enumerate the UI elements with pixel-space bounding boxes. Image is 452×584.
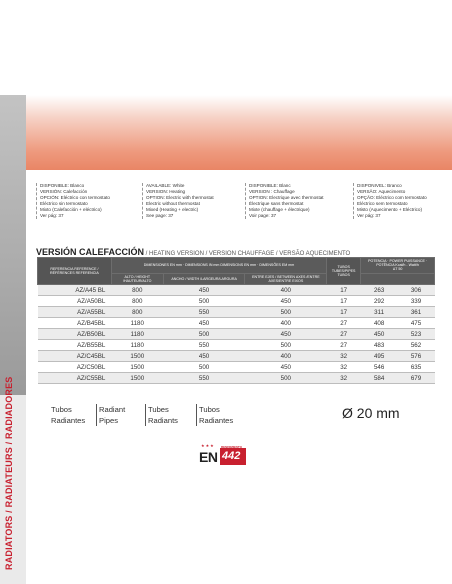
- cell-watt: 679: [398, 373, 435, 384]
- cell-tubes: 32: [327, 373, 361, 384]
- info-line: AVAILABLE: White: [146, 183, 185, 188]
- info-line: Mixte (chauffage + électrique): [249, 207, 310, 212]
- info-line: Électrique sans thermostat: [249, 201, 304, 206]
- table-row: [38, 351, 435, 362]
- cell-tubes: 17: [327, 285, 361, 296]
- tubes-label-es: [51, 404, 85, 426]
- table-row: [38, 285, 435, 296]
- side-category-label: RADIATORS / RADIATEURS / RADIADORES: [4, 376, 14, 570]
- info-line: DISPONIBLE: Blanc: [249, 183, 291, 188]
- cell-kcal: 263: [361, 285, 398, 296]
- header-power: [361, 258, 435, 274]
- header-gradient-band: [0, 95, 452, 170]
- tube-diameter: Ø 20 mm: [342, 405, 400, 421]
- header-tubes: TUBOS TUBES/PIPES TUBOS: [327, 258, 361, 285]
- cell-kcal: 408: [361, 318, 398, 329]
- info-line: DISPONIVEL: Branco: [357, 183, 402, 188]
- en-logo-small: RENDIMIENTO: [221, 445, 242, 449]
- en-logo-number: 442: [222, 450, 241, 462]
- radiator-spec-table: [37, 257, 435, 384]
- header-delta-t: ΔT 50: [392, 267, 403, 272]
- cell-ref: AZ/B45BL: [38, 318, 112, 329]
- table-row: [38, 296, 435, 307]
- header-height: ALTO / HEIGHT /HAUTEUR/ALTO: [111, 273, 163, 284]
- info-column-fr: [249, 183, 349, 219]
- cell-watt: 576: [398, 351, 435, 362]
- page-top: [0, 0, 452, 95]
- cell-ref: AZ/A45 BL: [38, 285, 112, 296]
- info-line: Misto (Aquecimento + Eléctrico): [357, 207, 422, 212]
- tubes-label-line: Radiant: [99, 405, 126, 414]
- column-divider: [36, 183, 37, 219]
- cell-kcal: 495: [361, 351, 398, 362]
- cell-tubes: 27: [327, 329, 361, 340]
- cell-tubes: 17: [327, 307, 361, 318]
- cell-axis: 400: [245, 351, 327, 362]
- stars-icon: ★★★: [201, 443, 215, 448]
- cell-width: 500: [163, 296, 245, 307]
- cell-height: 1500: [111, 373, 163, 384]
- section-title-main: VERSIÓN CALEFACCIÓN: [36, 247, 145, 257]
- column-divider: [245, 183, 246, 219]
- cell-ref: AZ/C50BL: [38, 362, 112, 373]
- info-line: See page: 37: [146, 213, 174, 218]
- info-line: Mixed (Heating + electric): [146, 207, 199, 212]
- cell-axis: 500: [245, 340, 327, 351]
- cell-watt: 635: [398, 362, 435, 373]
- cell-height: 1180: [111, 318, 163, 329]
- cell-watt: 523: [398, 329, 435, 340]
- column-divider: [142, 183, 143, 219]
- cell-width: 500: [163, 329, 245, 340]
- tubes-label-en: [99, 404, 125, 426]
- cell-ref: AZ/B55BL: [38, 340, 112, 351]
- header-dimensions: DIMENSIONES EN mm · DIMENSIONS IN mm DIMENSIONS EN mm · DIMENSÕES EM mm: [111, 258, 326, 274]
- cell-height: 800: [111, 296, 163, 307]
- table-row: [38, 373, 435, 384]
- cell-axis: 400: [245, 318, 327, 329]
- tubes-label-line: Tubes: [148, 405, 169, 414]
- table-row: [38, 318, 435, 329]
- en-442-logo: [199, 444, 245, 468]
- cell-height: 1180: [111, 340, 163, 351]
- cell-axis: 500: [245, 373, 327, 384]
- cell-width: 450: [163, 285, 245, 296]
- info-line: VERSIÓN: Calefacción: [40, 189, 88, 194]
- cell-ref: AZ/C55BL: [38, 373, 112, 384]
- cell-ref: AZ/A50BL: [38, 296, 112, 307]
- info-line: VERSION : Chauffage: [249, 189, 295, 194]
- cell-tubes: 32: [327, 351, 361, 362]
- cell-height: 1500: [111, 362, 163, 373]
- tubes-label-line: Pipes: [99, 416, 118, 425]
- cell-height: 800: [111, 285, 163, 296]
- table-row: [38, 329, 435, 340]
- info-line: Mixto (Calefacción + eléctrico): [40, 207, 102, 212]
- cell-height: 800: [111, 307, 163, 318]
- info-line: OPTION: Electric with thermostat: [146, 195, 214, 200]
- cell-width: 550: [163, 307, 245, 318]
- column-divider: [353, 183, 354, 219]
- section-title-translations: / HEATING VERSION / VERSION CHAUFFAGE / VERSÃO AQUECIMENTO: [144, 251, 351, 257]
- cell-axis: 500: [245, 307, 327, 318]
- cell-kcal: 546: [361, 362, 398, 373]
- info-line: Eléctrico sin termostato: [40, 201, 88, 206]
- section-title: [36, 247, 350, 257]
- header-width: ANCHO / WIDTH /LARGEUR/LARGURA: [163, 273, 245, 284]
- cell-watt: 339: [398, 296, 435, 307]
- cell-ref: AZ/B50BL: [38, 329, 112, 340]
- header-reference: REFERENCIA REFERENCE / RÉFÉRENCES REFERENCIA: [38, 258, 112, 285]
- cell-kcal: 292: [361, 296, 398, 307]
- info-line: OPTION: Electrique avec thermostat: [249, 195, 324, 200]
- cell-watt: 475: [398, 318, 435, 329]
- cell-axis: 450: [245, 329, 327, 340]
- tubes-label-fr: [148, 404, 178, 426]
- tubes-divider: [145, 404, 146, 426]
- table-row: [38, 307, 435, 318]
- tubes-divider: [196, 404, 197, 426]
- header-power-label: POTENCIA · POWER PUISSANCE · POTÊNCIA Kcal/h - Watt/h: [368, 259, 428, 268]
- cell-axis: 450: [245, 296, 327, 307]
- tubes-label-pt: [199, 404, 233, 426]
- info-line: DISPONIBLE: Blanco: [40, 183, 85, 188]
- en-logo-prefix: EN: [199, 449, 218, 465]
- info-line: VERSÃO: Aquecimento: [357, 189, 406, 194]
- info-line: OPÇÃO: Eléctrico com termostato: [357, 195, 427, 200]
- cell-axis: 450: [245, 362, 327, 373]
- cell-height: 1500: [111, 351, 163, 362]
- tubes-label-line: Radiants: [148, 416, 178, 425]
- info-line: Voir page: 37: [249, 213, 277, 218]
- cell-watt: 361: [398, 307, 435, 318]
- cell-width: 450: [163, 351, 245, 362]
- tubes-label-line: Radiantes: [51, 416, 86, 425]
- cell-width: 550: [163, 373, 245, 384]
- cell-tubes: 27: [327, 340, 361, 351]
- cell-tubes: 32: [327, 362, 361, 373]
- cell-kcal: 584: [361, 373, 398, 384]
- cell-kcal: 483: [361, 340, 398, 351]
- info-line: OPCIÓN: Eléctrico con termostato: [40, 195, 110, 200]
- header-axis: ENTRE EJES / BETWEEN AXES /ENTRE AXES/ENTRE EIXOS: [245, 273, 327, 284]
- info-line: VERSION: Heating: [146, 189, 186, 194]
- cell-ref: AZ/C45BL: [38, 351, 112, 362]
- header-power-spacer: [361, 273, 435, 284]
- cell-watt: 562: [398, 340, 435, 351]
- cell-axis: 400: [245, 285, 327, 296]
- cell-kcal: 311: [361, 307, 398, 318]
- info-column-en: [146, 183, 246, 219]
- cell-ref: AZ/A55BL: [38, 307, 112, 318]
- cell-width: 550: [163, 340, 245, 351]
- info-line: Electric without thermostat: [146, 201, 200, 206]
- cell-width: 500: [163, 362, 245, 373]
- tubes-divider: [96, 404, 97, 426]
- tubes-label-line: Tubos: [51, 405, 72, 414]
- cell-tubes: 27: [327, 318, 361, 329]
- info-line: Eléctrico sem termostato: [357, 201, 408, 206]
- cell-watt: 306: [398, 285, 435, 296]
- cell-width: 450: [163, 318, 245, 329]
- table-row: [38, 362, 435, 373]
- info-column-es: [40, 183, 140, 219]
- cell-kcal: 450: [361, 329, 398, 340]
- cell-tubes: 17: [327, 296, 361, 307]
- cell-height: 1180: [111, 329, 163, 340]
- info-line: Ver pág: 37: [40, 213, 64, 218]
- tubes-label-line: Tubos: [199, 405, 220, 414]
- table-row: [38, 340, 435, 351]
- tubes-label-line: Radiantes: [199, 416, 234, 425]
- info-line: Ver pág: 37: [357, 213, 381, 218]
- info-column-pt: [357, 183, 452, 219]
